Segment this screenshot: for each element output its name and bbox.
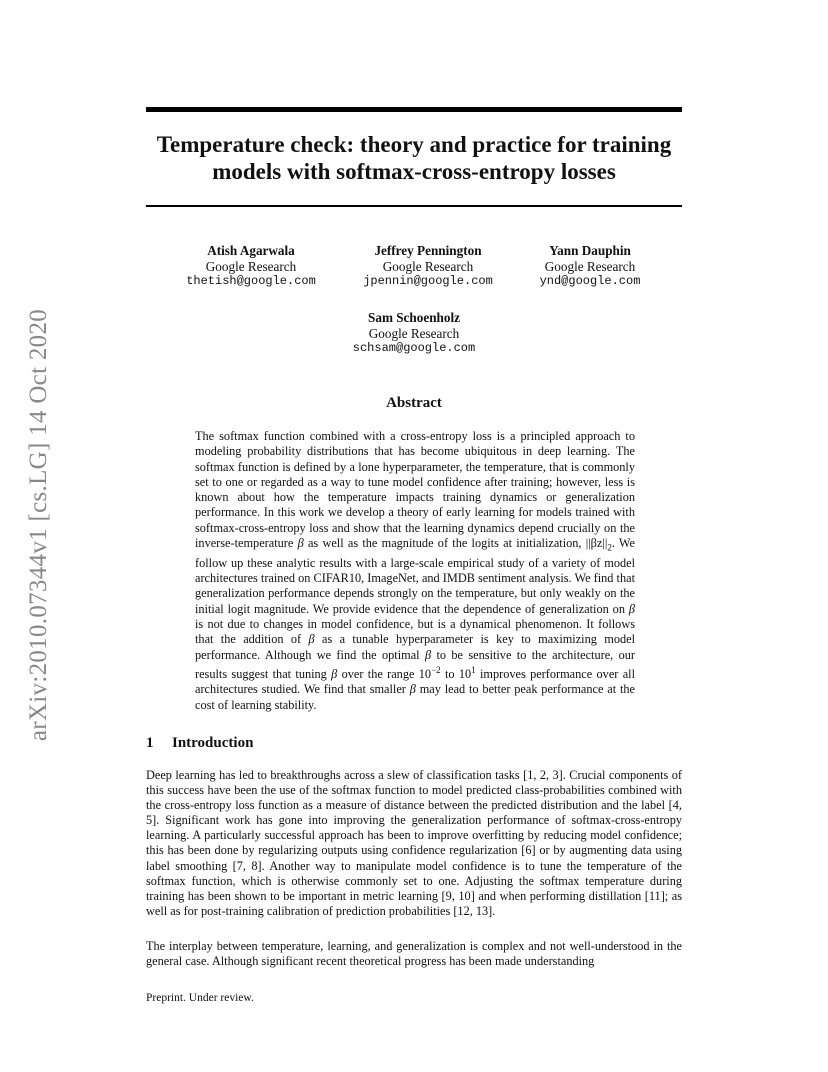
author-1 (176, 243, 326, 290)
author-email[interactable]: thetish@google.com (186, 274, 316, 288)
title-line-2: models with softmax-cross-entropy losses (212, 159, 616, 184)
author-3 (525, 243, 655, 290)
author-affiliation: Google Research (368, 325, 460, 341)
author-name: Sam Schoenholz (368, 310, 460, 325)
section-heading-introduction (146, 735, 253, 752)
arxiv-id-label: arXiv:2010.07344v1 [cs.LG] 14 Oct 2020 (25, 308, 52, 742)
footer-note: Preprint. Under review. (146, 992, 254, 1004)
author-email[interactable]: ynd@google.com (539, 274, 641, 288)
title-rule-top (146, 107, 682, 112)
paper-title (146, 131, 682, 185)
title-line-1: Temperature check: theory and practice for training (156, 132, 672, 157)
author-email[interactable]: jpennin@google.com (363, 274, 493, 288)
intro-paragraph-1: Deep learning has led to breakthroughs across a slew of classification tasks [1, 2, 3]. Crucial components of this success have been the use of the softmax function to model predicted class-probabilities combined with the cross-entropy loss function as a measure of distance between the predicted distribution and the label [4, 5]. Significant work has gone into improving the generalization performance of softmax-cross-entropy learning. A particularly successful approach has been to improve overfitting by reducing model confidence; this has been done by regularizing outputs using confidence regularization [6] or by augmenting data using label smoothing [7, 8]. Another way to manipulate model confidence is to tune the temperature of the softmax function, which is otherwise commonly set to one. Adjusting the softmax temperature during training has been shown to be important in metric learning [9, 10] and when performing distillation [11]; as well as for post-training calibration of prediction probabilities [12, 13]. (146, 768, 682, 918)
section-title: Introduction (172, 735, 254, 751)
author-4 (339, 310, 489, 357)
intro-paragraph-2: The interplay between temperature, learning, and generalization is complex and not well-understood in the general case. Although significant recent theoretical progress has been made understanding (146, 939, 682, 969)
abstract-body: The softmax function combined with a cross-entropy loss is a principled approach to modeling probability distributions that has become ubiquitous in deep learning. The softmax function is defined by a lone hyperparameter, the temperature, that is commonly set to one or regarded as a way to tune model confidence after training; however, less is known about how the temperature impacts training dynamics or generalization performance. In this work we develop a theory of early learning for models trained with softmax-cross-entropy loss and show that the learning dynamics depend crucially on the inverse-temperature β as well as the magnitude of the logits at initialization, $||\beta z||_2$. We follow up these analytic results with a large-scale empirical study of a variety of model architectures trained on CIFAR10, ImageNet, and IMDB sentiment analysis. We find that generalization performance depends strongly on the temperature, but only weakly on the initial logit magnitude. We provide evidence that the dependence of generalization on β is not due to changes in model confidence, but is a dynamical phenomenon. It follows that the addition of β as a tunable hyperparameter is key to maximizing model performance. Although we find the optimal β to be sensitive to the architecture, our results suggest that tuning β over the range $10^{-2}$ to $10^1$ improves performance over all architectures studied. We find that smaller β may lead to better peak performance at the cost of learning stability. (195, 429, 635, 712)
section-number: 1 (146, 735, 154, 751)
author-email[interactable]: schsam@google.com (352, 341, 476, 355)
author-affiliation: Google Research (544, 258, 636, 274)
author-affiliation: Google Research (205, 258, 297, 274)
author-name: Atish Agarwala (207, 243, 295, 258)
arxiv-sidebar (23, 290, 55, 760)
abstract-heading: Abstract (386, 395, 442, 411)
author-name: Yann Dauphin (549, 243, 631, 258)
author-name: Jeffrey Pennington (374, 243, 482, 258)
title-rule-bottom (146, 205, 682, 207)
author-2 (348, 243, 508, 290)
author-affiliation: Google Research (382, 258, 474, 274)
